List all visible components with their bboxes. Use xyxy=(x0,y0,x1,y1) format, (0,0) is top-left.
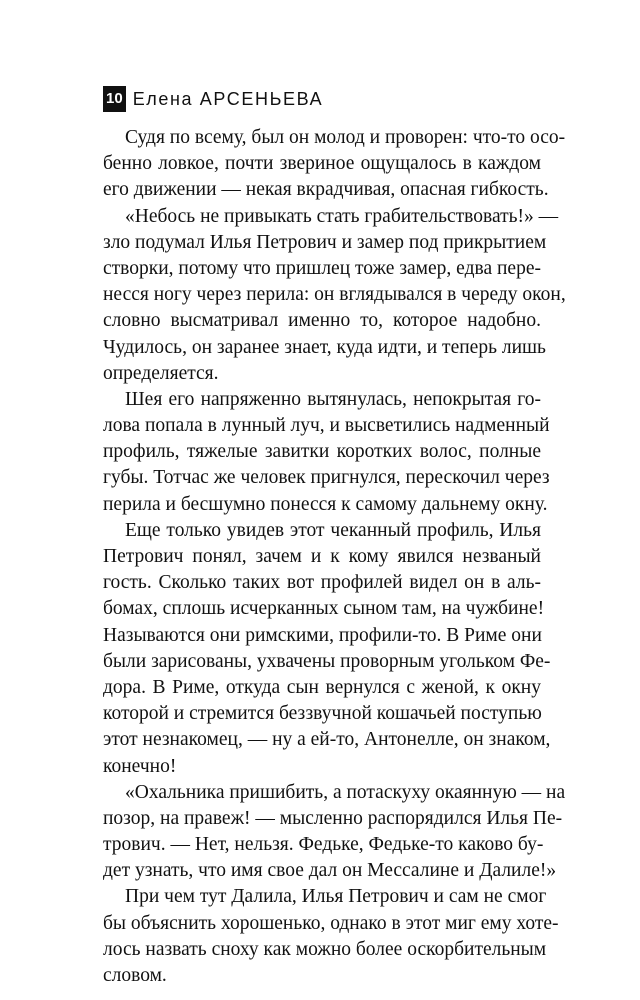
body-text xyxy=(103,125,566,989)
text-line: конечно! xyxy=(103,755,177,777)
text-line: При чем тут Далила, Илья Петрович и сам не смог xyxy=(125,886,547,908)
text-line: Еще только увидев этот чеканный профиль, Илья xyxy=(125,519,541,541)
text-line: зло подумал Илья Петрович и замер под прикрытием xyxy=(103,231,547,253)
text-line: губы. Тотчас же человек пригнулся, перескочил через xyxy=(103,467,550,489)
running-header xyxy=(103,85,323,113)
text-line: бенно ловкое, почти звериное ощущалось в каждом xyxy=(103,153,541,175)
text-line: бомах, сплошь исчерканных сыном там, на чужбине! xyxy=(103,598,545,620)
text-line: Судя по всему, был он молод и проворен: что-то осо- xyxy=(125,127,566,148)
text-line: «Небось не привыкать стать грабительствовать!» — xyxy=(125,205,559,227)
text-line: которой и стремится беззвучной кошачьей поступью xyxy=(103,703,542,725)
text-line: Называются они римскими, профили-то. В Риме они xyxy=(103,624,542,646)
text-line: профиль, тяжелые завитки коротких волос, полные xyxy=(103,441,541,463)
text-line: были зарисованы, ухвачены проворным угольком Фе- xyxy=(103,650,551,672)
text-line: его движении — некая вкрадчивая, опасная гибкость. xyxy=(103,179,549,201)
text-line: створки, потому что пришлец тоже замер, едва пере- xyxy=(103,257,541,279)
text-line: лова попала в лунный луч, и высветились надменный xyxy=(103,415,550,437)
text-line: Чудилось, он заранее знает, куда идти, и теперь лишь xyxy=(103,336,546,358)
page-number: 10 xyxy=(103,86,126,112)
text-line: перила и бесшумно понесся к самому дальнему окну. xyxy=(103,493,548,515)
author-name: Елена АРСЕНЬЕВА xyxy=(132,88,324,109)
text-line: дет узнать, что имя свое дал он Мессалине и Далиле!» xyxy=(103,860,557,882)
text-line: гость. Сколько таких вот профилей видел он в аль- xyxy=(103,572,541,594)
text-line: определяется. xyxy=(103,362,219,384)
text-line: дора. В Риме, откуда сын вернулся с женой, к окну xyxy=(103,676,541,698)
text-line: трович. — Нет, нельзя. Федьке, Федьке-то каково бу- xyxy=(103,834,544,856)
text-line: лось назвать сноху как можно более оскорбительным xyxy=(103,938,547,960)
text-line: словом. xyxy=(103,965,167,986)
text-line: бы объяснить хорошенько, однако в этот миг ему хоте- xyxy=(103,912,559,934)
text-line: словно высматривал именно то, которое надобно. xyxy=(103,310,541,332)
text-line: этот незнакомец, — ну а ей-то, Антонелле, он знаком, xyxy=(103,729,551,751)
text-line: позор, на правеж! — мысленно распорядился Илья Пе- xyxy=(103,807,563,829)
text-line: «Охальника пришибить, а потаскуху окаянную — на xyxy=(125,781,566,803)
text-line: несся ногу через перила: он вглядывался в череду окон, xyxy=(103,284,566,306)
text-line: Шея его напряженно вытянулась, непокрытая го- xyxy=(125,388,541,410)
text-line: Петрович понял, зачем и к кому явился незваный xyxy=(103,546,541,567)
